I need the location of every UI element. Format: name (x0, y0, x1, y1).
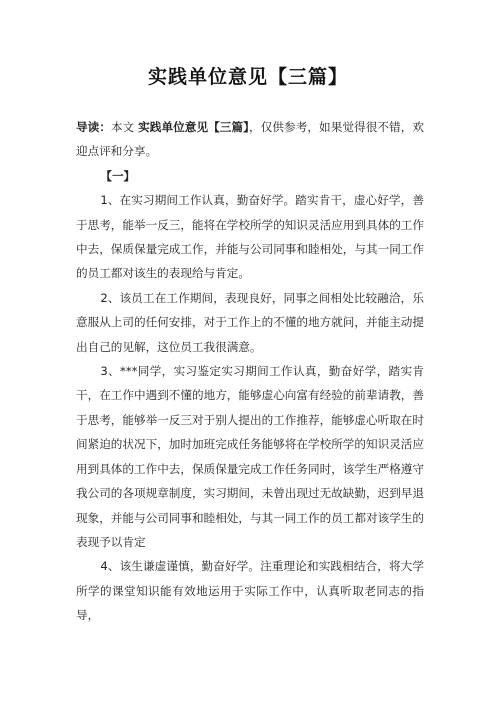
intro-text-after: ，仅供参考，如果觉得很不错，欢迎点评和分享。 (76, 120, 424, 159)
intro-highlight: 实践单位意见【三篇】 (138, 120, 250, 134)
paragraph-4: 4、该生谦虚谨慎，勤奋好学。注重理论和实践相结合，将大学所学的课堂知识能有效地运用于实际工作中，认真听取老同志的指导， (76, 559, 424, 623)
document-body (76, 115, 424, 628)
document-title: 实践单位意见【三篇】 (147, 66, 348, 88)
paragraph-3: 3、***同学，实习鉴定实习期间工作认真，勤奋好学，踏实肯干，在工作中遇到不懂的地方，能够虚心向富有经验的前辈请教，善于思考，能够举一反三对于别人提出的工作推荐，能够虚心听取在时间紧迫的状况下，加时加班完成任务能够将在学校所学的知识灵活应用到具体的工作中去，保质保量完成工作任务同时，该学生严格遵守我公司的各项规章制度，实习期间，未曾出现过无故缺勤，迟到早退现象，并能与公司同事和睦相处，与其一同工作的员工都对该学生的表现予以肯定 (76, 364, 424, 549)
paragraph-2: 2、该员工在工作期间，表现良好，同事之间相处比较融洽，乐意服从上司的任何安排，对于工作上的不懂的地方就问，并能主动提出自己的见解，这位员工我很满意。 (76, 290, 424, 354)
intro-label: 导读： (76, 120, 112, 134)
intro-paragraph (76, 115, 424, 164)
intro-text-before: 本文 (111, 120, 139, 134)
section-heading: 【一】 (100, 168, 136, 183)
paragraph-1: 1、在实习期间工作认真，勤奋好学。踏实肯干，虚心好学，善于思考，能举一反三，能将在学校所学的知识灵活应用到具体的工作中去，保质保量完成工作，并能与公司同事和睦相处，与其一同工作的员工都对该生的表现给与肯定。 (76, 193, 424, 281)
